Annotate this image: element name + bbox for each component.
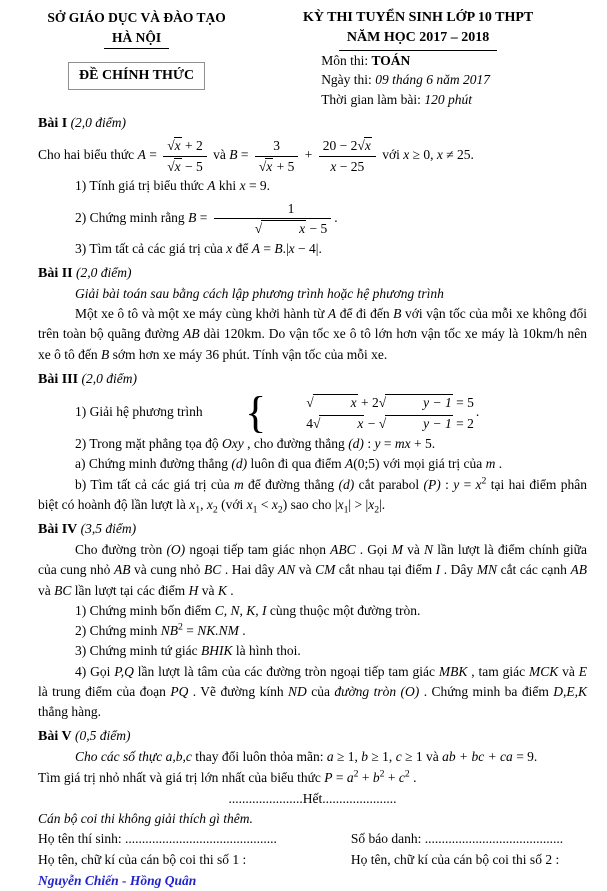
end-divider: ......................Hết...................... (228, 790, 397, 806)
bai3-item-2a: a) Chứng minh đường thẳng (d) luôn đi qua điểm A(0;5) với mọi giá trị của m . (75, 456, 503, 472)
duration-label: Thời gian làm bài: (321, 91, 425, 107)
proctor2-line: Họ tên, chữ kí của cán bộ coi thi số 2 : (350, 851, 560, 867)
section-3-points: (2,0 điểm) (78, 370, 137, 386)
system-row-2: 4√ x − √ y − 1 = 2 (306, 415, 474, 431)
bai1-condition: với x ≥ 0, x ≠ 25. (378, 147, 474, 163)
bai1-item2-tail: . (334, 209, 338, 225)
section-5-heading (38, 726, 587, 747)
bai3-item-2: 2) Trong mặt phẳng tọa độ Oxy , cho đường thẳng (d) : y = mx + 5. (75, 436, 436, 452)
fraction-A-denominator: √x − 5 (167, 158, 203, 174)
section-5-label: Bài V (38, 729, 72, 745)
fraction-item2-denominator: √ x − 5 (254, 221, 328, 237)
header-right (249, 8, 587, 109)
and-word: và (209, 147, 230, 163)
duration-line (321, 90, 587, 110)
bai2-subtitle: Giải bài toán sau bằng cách lập phương trình hoặc hệ phương trình (75, 285, 444, 301)
section-2-label: Bài II (38, 265, 73, 281)
section-1-points: (2,0 điểm) (67, 115, 127, 131)
expr-A-lhs: A = (137, 147, 161, 163)
exam-meta (249, 51, 587, 110)
city-line-wrap (24, 28, 249, 50)
header (24, 8, 587, 109)
fraction-B2-denominator: x − 25 (330, 158, 365, 174)
section-3-heading (38, 369, 587, 390)
bai5-line-2: Tìm giá trị nhỏ nhất và giá trị lớn nhất của biểu thức $P = a^2 + b^2 + c^2$ . (38, 768, 417, 785)
plus-sign: + (301, 147, 316, 163)
bai4-item-2: 2) Chứng minh $NB^2 = NK.NM$ . (75, 621, 246, 639)
section-2-heading (38, 263, 587, 284)
duration-value: 120 phút (424, 91, 472, 107)
fraction-item2-numerator: 1 (214, 200, 332, 220)
section-4-points: (3,5 điểm) (77, 521, 137, 537)
date-label: Ngày thi: (321, 72, 376, 88)
footer-row-2 (38, 850, 587, 870)
fraction-B2 (319, 137, 376, 175)
fraction-A-numerator: √x + 2 (163, 137, 207, 157)
fraction-A (163, 137, 207, 175)
section-4-heading (38, 519, 587, 540)
section-1-heading (38, 113, 587, 134)
official-exam-box: ĐỀ CHÍNH THỨC (68, 62, 205, 90)
fraction-B1-denominator: √x + 5 (258, 158, 295, 174)
school-year: NĂM HỌC 2017 – 2018 (339, 28, 497, 50)
candidate-name-line: Họ tên thí sinh: ............................................. (38, 831, 277, 847)
subject-value: TOÁN (371, 52, 411, 68)
bai4-item-1: 1) Chứng minh bốn điểm C, N, K, I cùng thuộc một đường tròn. (75, 602, 421, 618)
date-value: 09 tháng 6 năm 2017 (375, 72, 490, 88)
date-line (321, 70, 587, 90)
bai5-line-1: Cho các số thực a,b,c thay đổi luôn thỏa mãn: a ≥ 1, b ≥ 1, c ≥ 1 và ab + bc + ca = 9. (75, 749, 538, 765)
bai1-item-1: 1) Tính giá trị biểu thức A khi x = 9. (75, 178, 271, 194)
section-3-label: Bài III (38, 371, 79, 387)
proctor-note: Cán bộ coi thi không giải thích gì thêm. (38, 811, 253, 827)
fraction-B2-numerator: 20 − 2√x (319, 137, 376, 157)
section-5-points: (0,5 điểm) (71, 728, 131, 744)
bai1-item-2 (38, 200, 587, 238)
bai3-item1-tail: . (475, 404, 480, 420)
proctor1-line: Họ tên, chữ kí của cán bộ coi thi số 1 : (38, 851, 247, 867)
system-rows (269, 394, 474, 432)
bai1-item-3: 3) Tìm tất cả các giá trị của x để A = B.|x − 4|. (75, 240, 322, 256)
registration-number-line: Số báo danh: ......................................... (350, 831, 564, 847)
exam-title: KỲ THI TUYỂN SINH LỚP 10 THPT (302, 10, 534, 25)
bai4-item-4: 4) Gọi P,Q lần lượt là tâm của các đường tròn ngoại tiếp tam giác MBK , tam giác MCK và E là trung điểm của đoạn PQ . Vẽ đường kính ND của đường tròn (O) . Chứng minh ba điểm D,E,K thẳng hàng. (38, 663, 588, 720)
bai3-item-2b: b) Tìm tất cả các giá trị của m để đường thẳng (d) cắt parabol (P) : $y = x^2$ tại hai điểm phân biệt có hoành độ lần lượt là $x_1$, $x_2$ (với $x_1 < x_2$) sao cho $|x_1| > |x_2|$. (38, 475, 587, 516)
bai1-item2-lead: 2) Chứng minh rằng B = (75, 209, 211, 225)
fraction-B1-numerator: 3 (255, 137, 299, 157)
bai1-intro (38, 137, 587, 175)
bai3-item-1 (38, 388, 587, 438)
school-year-wrap (249, 28, 587, 50)
city-line: HÀ NỘI (104, 28, 169, 50)
section-2-points: (2,0 điểm) (72, 264, 132, 280)
fraction-B1 (255, 137, 299, 175)
equation-system (208, 388, 474, 438)
official-box-wrap (24, 62, 249, 90)
authors-signature: Nguyễn Chiến - Hồng Quân (38, 872, 197, 888)
section-1-label: Bài I (38, 116, 68, 132)
system-row-1: √ x + 2√ y − 1 = 5 (306, 394, 474, 410)
header-left (24, 8, 249, 109)
footer-row-1 (38, 829, 587, 849)
bai4-paragraph: Cho đường tròn (O) ngoại tiếp tam giác nhọn ABC . Gọi M và N lần lượt là điểm chính giữa của cung nhỏ AB và cung nhỏ BC . Hai dây AN và CM cắt nhau tại điểm I . Dây MN cắt các cạnh AB và BC lần lượt tại các điểm H và K . (38, 542, 587, 598)
bai1-intro-lead: Cho hai biểu thức (38, 147, 138, 163)
bai2-paragraph: Một xe ô tô và một xe máy cùng khởi hành từ A để đi đến B với vận tốc của mỗi xe không đổi trên toàn bộ quãng đường AB dài 120km. Do vận tốc xe ô tô lớn hơn vận tốc xe máy là 10km/h nên xe ô tô đến B sớm hơn xe máy 36 phút. Tính vận tốc của mỗi xe. (38, 306, 587, 362)
department-line: SỞ GIÁO DỤC VÀ ĐÀO TẠO (47, 10, 226, 25)
bai4-item-3: 3) Chứng minh tứ giác BHIK là hình thoi. (75, 643, 301, 659)
subject-label: Môn thi: (321, 52, 372, 68)
fraction-item2 (214, 200, 332, 238)
section-4-label: Bài IV (38, 522, 78, 538)
subject-line (321, 51, 587, 71)
system-brace: { (245, 388, 267, 438)
expr-B-lhs: B = (229, 147, 252, 163)
bai3-item1-lead: 1) Giải hệ phương trình (75, 404, 207, 420)
